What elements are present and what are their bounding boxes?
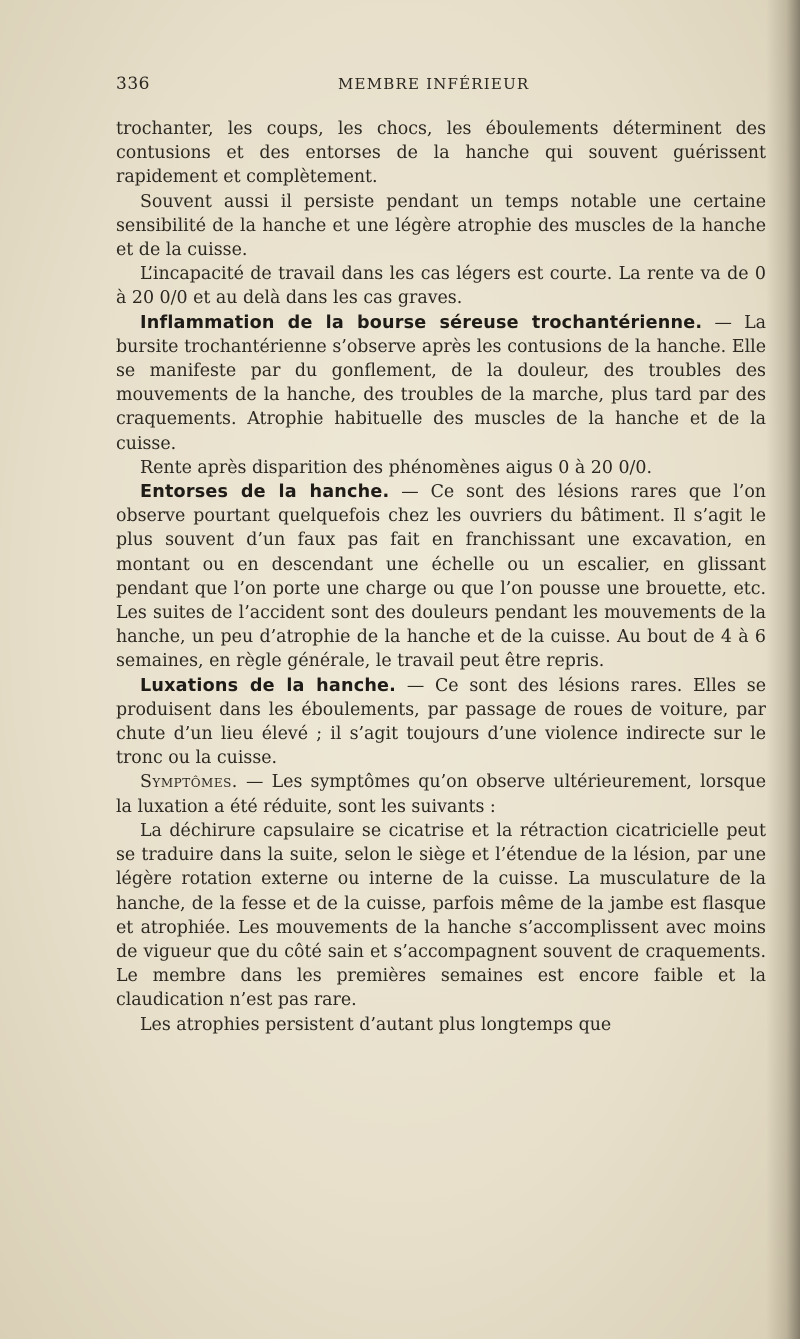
paragraph-3 (116, 262, 766, 310)
paragraph-1-text: trochanter, les coups, les chocs, les éboulements déterminent des contusions et des entorses de la hanche qui souvent guérissent rapidement et complètement. (116, 119, 766, 188)
paragraph-sprains (116, 480, 766, 674)
paragraph-2 (116, 190, 766, 263)
paragraph-sprains-text: — Ce sont des lésions rares que l’on observe pourtant quelquefois chez les ouvriers du bâtiment. Il s’agit le plus souvent d’un faux pas fait en franchissant une excavation, en montant ou en descendant une échelle ou un escalier, en glissant pendant que l’on porte une charge ou que l’on pousse une brouette, etc. Les suites de l’accident sont des douleurs pendant les mouvements de la hanche, un peu d’atrophie de la hanche et de la cuisse. Au bout de 4 à 6 semaines, en règle générale, le travail peut être repris. (116, 482, 766, 672)
paragraph-capsular (116, 819, 766, 1013)
paragraph-symptoms-text: — Les symptômes qu’on observe ultérieurement, lorsque la luxation a été réduite, sont les suivants : (116, 772, 766, 817)
paragraph-2-text: Souvent aussi il persiste pendant un temps notable une certaine sensibilité de la hanche et une légère atrophie des muscles de la hanche et de la cuisse. (116, 191, 766, 261)
page-number: 336 (116, 74, 150, 94)
running-head: MEMBRE INFÉRIEUR (338, 75, 530, 93)
paragraph-1 (116, 117, 766, 190)
symptoms-label: Symptômes. (140, 772, 238, 793)
section-heading-sprains: Entorses de la hanche. (140, 482, 390, 503)
paragraph-symptoms (116, 770, 766, 818)
section-heading-luxations: Luxations de la hanche. (140, 675, 397, 696)
paragraph-atrophies-text: Les atrophies persistent d’autant plus longtemps que (140, 1014, 612, 1035)
paragraph-atrophies (116, 1013, 766, 1037)
paragraph-luxations-text: — Ce sont des lésions rares. Elles se produisent dans les éboulements, par passage de roues de voiture, par chute d’un lieu élevé ; il s’agit toujours d’une violence indirecte sur le tronc ou la cuisse. (116, 675, 766, 769)
paragraph-luxations (116, 674, 766, 771)
paragraph-3-text: L’incapacité de travail dans les cas légers est courte. La rente va de 0 à 20 0/0 et au delà dans les cas graves. (116, 264, 766, 309)
paragraph-bursitis (116, 311, 766, 456)
paragraph-rente (116, 456, 766, 480)
page-edge-shadow (766, 0, 800, 1339)
body-text (116, 117, 766, 1037)
paragraph-capsular-text: La déchirure capsulaire se cicatrise et la rétraction cicatricielle peut se traduire dans la suite, selon le siège et l’étendue de la lésion, par une légère rotation externe ou interne de la cuisse. La musculature de la hanche, de la fesse et de la cuisse, parfois même de la jambe est flasque et atrophiée. Les mouvements de la hanche s’accomplissent avec moins de vigueur que du côté sain et s’accompagnent souvent de craquements. Le membre dans les premières semaines est encore faible et la claudication n’est pas rare. (116, 820, 766, 1011)
paragraph-rente-text: Rente après disparition des phénomènes aigus 0 à 20 0/0. (140, 457, 652, 478)
paragraph-bursitis-text: — La bursite trochantérienne s’observe après les contusions de la hanche. Elle se manifeste par du gonflement, de la douleur, des troubles des mouvements de la hanche, des troubles de la marche, plus tard par des craquements. Atrophie habituelle des muscles de la hanche et de la cuisse. (116, 312, 766, 454)
section-heading-bursitis: Inflammation de la bourse séreuse trochantérienne. (140, 312, 703, 333)
page-header (116, 74, 766, 102)
